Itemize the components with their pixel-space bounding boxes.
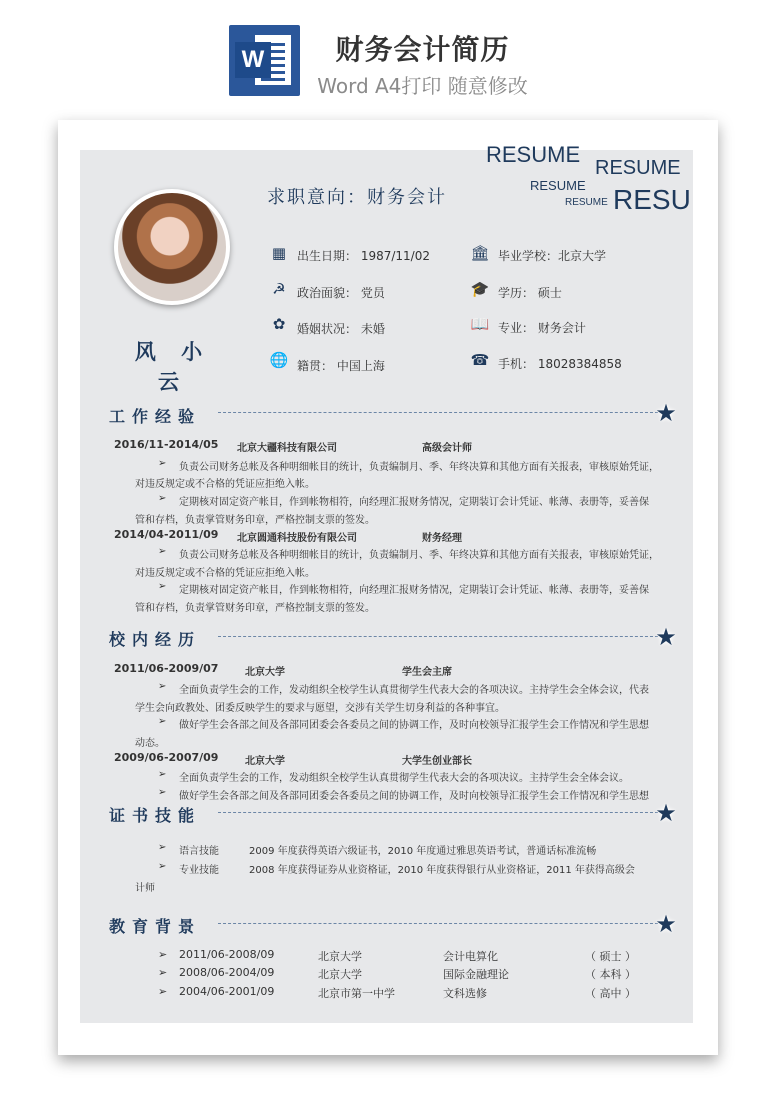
work-bullet: 负责公司财务总帐及各种明细帐目的统计，负责编制月、季、年终决算和其他方面有关报表，审核原始凭证，: [179, 462, 659, 473]
flower-icon: ✿: [272, 315, 286, 333]
skill-text: 2009 年度获得英语六级证书，2010 年度通过雅思英语考试，普通话标准流畅: [249, 846, 597, 857]
work-period: 2016/11-2014/05: [114, 438, 219, 451]
graduate-school: 毕业学校：北京大学: [498, 249, 607, 263]
skill-text: 2008 年度获得证券从业资格证，2010 年度获得银行从业资格证，2011 年获得高级会: [249, 865, 635, 876]
work-role: 财务经理: [422, 533, 462, 544]
work-bullet-cont: 对违反规定或不合格的凭证应拒绝入帐。: [135, 479, 315, 490]
work-bullet: 定期核对固定资产帐目，作到帐物相符，向经理汇报财务情况，定期装订会计凭证、帐薄、表册等，妥善保: [179, 585, 649, 596]
bullet-icon: ➢: [158, 716, 167, 727]
job-intention: 求职意向：财务会计: [267, 187, 447, 208]
word-icon: W: [229, 25, 300, 96]
banner-title: 财务会计简历: [335, 33, 510, 66]
globe-pin-icon: 🌐: [269, 351, 289, 369]
banner-subtitle: Word A4打印 随意修改: [317, 74, 528, 98]
calendar-icon: ▦: [271, 244, 287, 262]
major: 专业： 财务会计: [498, 321, 586, 335]
campus-org: 北京大学: [245, 756, 285, 767]
bullet-icon: ➢: [158, 769, 167, 780]
marital-status: 婚姻状况： 未婚: [297, 322, 385, 336]
section-divider: [218, 923, 658, 924]
star-icon: ★: [655, 623, 677, 651]
edu-school: 北京大学: [318, 950, 362, 963]
section-divider: [218, 812, 658, 813]
edu-degree: （ 硕士 ）: [585, 950, 636, 963]
campus-org: 北京大学: [245, 667, 285, 678]
party-emblem-icon: ☭: [272, 280, 286, 298]
campus-period: 2009/06-2007/09: [114, 751, 219, 764]
star-icon: ★: [655, 399, 677, 427]
campus-role: 学生会主席: [402, 667, 452, 678]
bullet-icon: ➢: [158, 581, 167, 592]
campus-role: 大学生创业部长: [402, 756, 472, 767]
bullet-icon: ➢: [158, 861, 167, 872]
campus-bullet-cont: 动态。: [135, 738, 165, 749]
campus-bullet-cont: 学生会向政教处、团委反映学生的要求与愿望，交涉有关学生切身利益的各种事宜。: [135, 703, 505, 714]
bullet-icon: ➢: [158, 787, 167, 798]
edu-degree: （ 本科 ）: [585, 968, 636, 981]
bullet-icon: ➢: [158, 985, 168, 998]
candidate-name: 风 小 云: [134, 340, 212, 394]
graduation-cap-icon: 🎓: [470, 280, 490, 298]
work-bullet-cont: 管和存档，负责掌管财务印章，严格控制支票的签发。: [135, 603, 375, 614]
work-bullet-cont: 对违反规定或不合格的凭证应拒绝入帐。: [135, 568, 315, 579]
bullet-icon: ➢: [158, 458, 167, 469]
section-divider: [218, 636, 658, 637]
section-title-education: 教育背景: [109, 917, 202, 936]
star-icon: ★: [655, 799, 677, 827]
work-period: 2014/04-2011/09: [114, 528, 219, 541]
edu-period: 2011/06-2008/09: [179, 948, 275, 961]
edu-degree: （ 高中 ）: [585, 987, 636, 1000]
campus-period: 2011/06-2009/07: [114, 662, 219, 675]
bullet-icon: ➢: [158, 842, 167, 853]
section-title-campus: 校内经历: [109, 630, 202, 649]
political-status: 政治面貌： 党员: [297, 286, 385, 300]
work-role: 高级会计师: [422, 443, 472, 454]
star-icon: ★: [655, 910, 677, 938]
campus-bullet: 全面负责学生会的工作，发动组织全校学生认真贯彻学生代表大会的各项决议。主持学生会全体会议，代表: [179, 685, 649, 696]
edu-major: 国际金融理论: [443, 968, 509, 981]
bullet-icon: ➢: [158, 493, 167, 504]
work-company: 北京圆通科技股份有限公司: [237, 533, 357, 544]
section-title-work: 工作经验: [109, 407, 202, 426]
edu-major: 文科选修: [443, 987, 487, 1000]
degree: 学历： 硕士: [498, 286, 562, 300]
bullet-icon: ➢: [158, 681, 167, 692]
phone-number: 手机： 18028384858: [498, 357, 622, 371]
work-bullet-cont: 管和存档，负责掌管财务印章，严格控制支票的签发。: [135, 515, 375, 526]
resume-watermark: RESUME RESUME RESUME RESUME RESU: [486, 142, 691, 215]
work-bullet: 负责公司财务总帐及各种明细帐目的统计，负责编制月、季、年终决算和其他方面有关报表，审核原始凭证，: [179, 550, 659, 561]
skill-text-cont: 计师: [135, 883, 155, 894]
work-bullet: 定期核对固定资产帐目，作到帐物相符，向经理汇报财务情况，定期装订会计凭证、帐薄、表册等，妥善保: [179, 497, 649, 508]
campus-bullet: 做好学生会各部之间及各部同团委会各委员之间的协调工作，及时向校领导汇报学生会工作情况和学生思想: [179, 791, 649, 802]
skill-label: 语言技能: [179, 846, 219, 857]
bullet-icon: ➢: [158, 546, 167, 557]
native-place: 籍贯： 中国上海: [297, 359, 385, 373]
skill-label: 专业技能: [179, 865, 219, 876]
work-company: 北京大疆科技有限公司: [237, 443, 337, 454]
bullet-icon: ➢: [158, 966, 168, 979]
section-divider: [218, 412, 658, 413]
book-icon: 📖: [470, 315, 490, 333]
edu-school: 北京市第一中学: [318, 987, 395, 1000]
section-title-skills: 证书技能: [109, 806, 202, 825]
phone-icon: ☎: [470, 351, 490, 369]
edu-school: 北京大学: [318, 968, 362, 981]
profile-photo: [114, 189, 230, 305]
campus-bullet: 全面负责学生会的工作，发动组织全校学生认真贯彻学生代表大会的各项决议。主持学生会全体会议。: [179, 773, 629, 784]
edu-major: 会计电算化: [443, 950, 498, 963]
school-building-icon: 🏛: [470, 244, 490, 262]
edu-period: 2004/06-2001/09: [179, 985, 275, 998]
birth-date: 出生日期： 1987/11/02: [297, 249, 430, 263]
edu-period: 2008/06-2004/09: [179, 966, 275, 979]
bullet-icon: ➢: [158, 948, 168, 961]
campus-bullet: 做好学生会各部之间及各部同团委会各委员之间的协调工作，及时向校领导汇报学生会工作情况和学生思想: [179, 720, 649, 731]
